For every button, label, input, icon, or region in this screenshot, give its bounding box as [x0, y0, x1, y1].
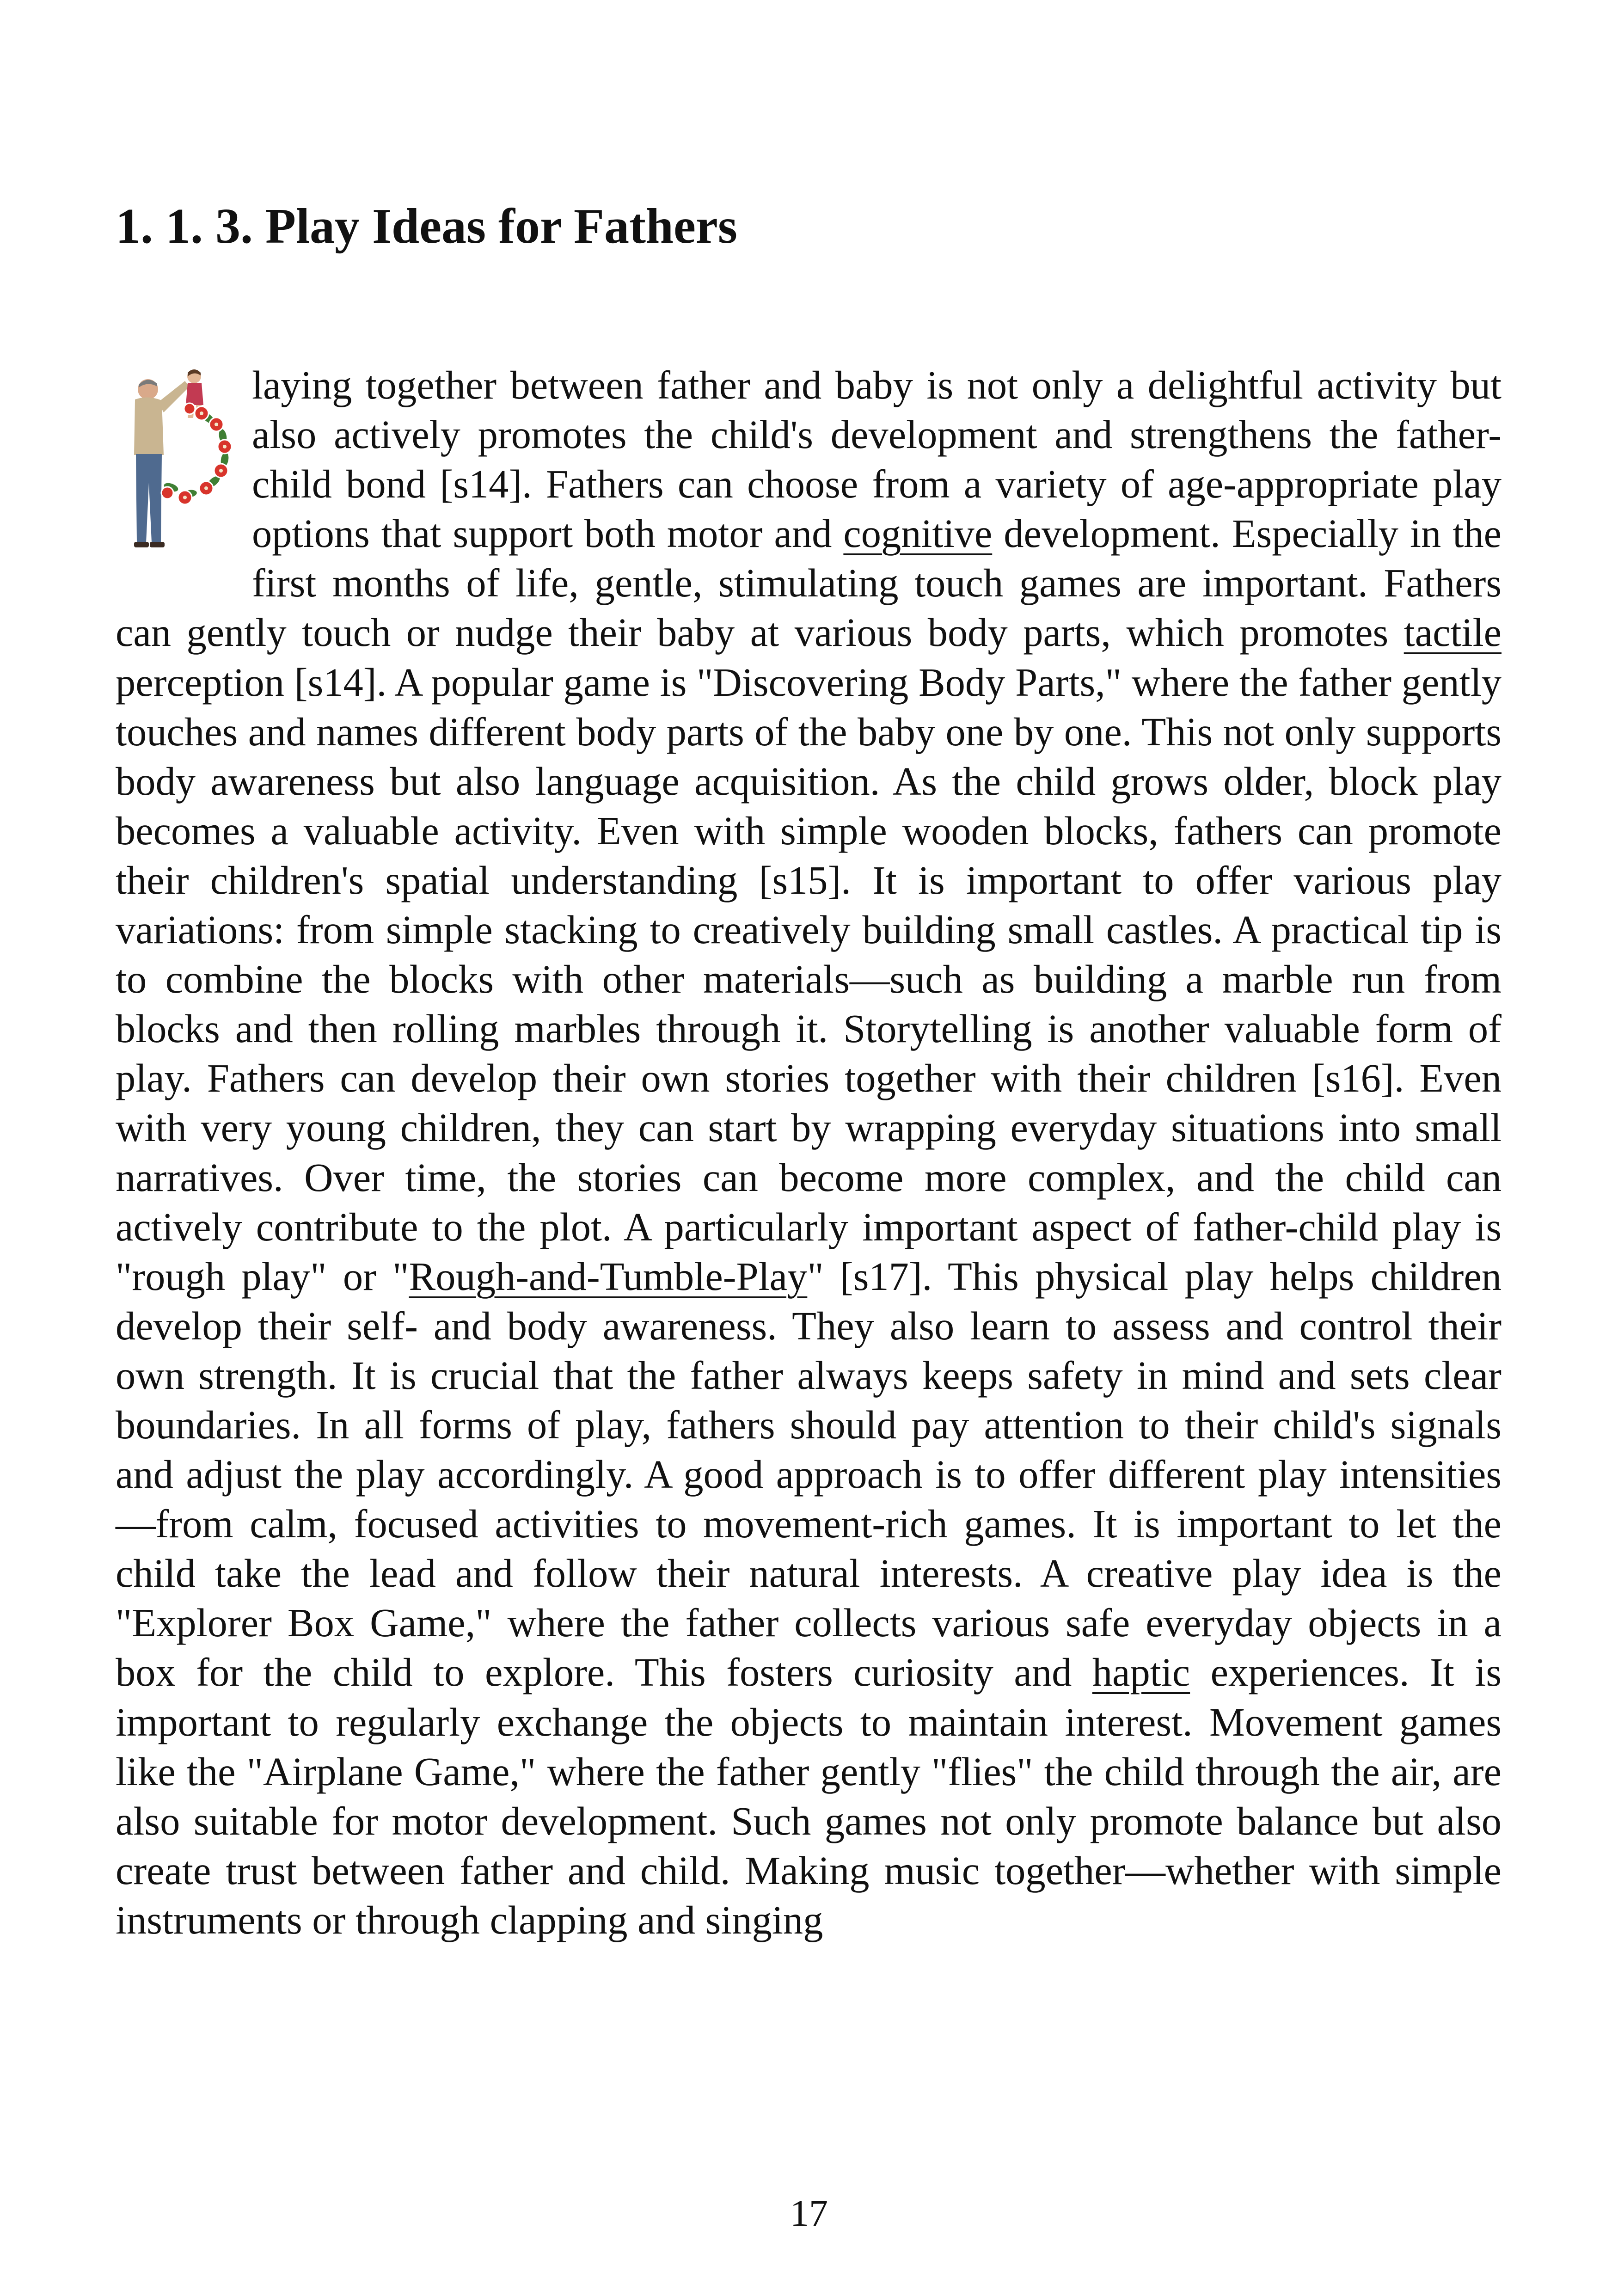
text-run: " [s17]. This physical play helps children develop their self- and body awareness. They also learn to assess and control their own strength. It is crucial that the father always keeps safety in mind and sets clear boundaries. In all forms of play, fathers should pay attention to their child's signals and adjust the play accordingly. A good approach is to offer different play intensities—from calm, focused activities to movement-rich games. It is important to let the child take the lead and follow their natural interests. A creative play idea is the "Explorer Box Game," where the father collects various safe everyday objects in a box for the child to explore. This fosters curiosity and	[116, 1254, 1502, 1695]
paragraph-text	[116, 363, 1502, 1942]
text-run: laying together between father and baby is not only a delightful activity but also actively promotes the child's development and strengthens the father-child bond [s14]. Fathers can choose from a variety of age-appropriate play options that support both motor and	[252, 363, 1502, 556]
text-run: development. Especially in the first months of life, gentle, stimulating touch games are important. Fathers can gently touch or nudge their baby at various body parts, which promotes	[116, 511, 1502, 655]
underlined-term: Rough-and-Tumble-Play	[409, 1254, 808, 1299]
underlined-term: cognitive	[843, 511, 993, 556]
underlined-term: tactile	[1403, 610, 1502, 655]
body-paragraph	[116, 361, 1502, 1945]
page-number: 17	[790, 2192, 828, 2234]
illustrated-dropcap-icon	[116, 362, 252, 560]
section-heading: 1. 1. 3. Play Ideas for Fathers	[116, 199, 737, 254]
underlined-term: haptic	[1092, 1650, 1190, 1695]
text-run: perception [s14]. A popular game is "Discovering Body Parts," where the father gently touches and names different body parts of the baby one by one. This not only supports body awareness but also language acquisition. As the child grows older, block play becomes a valuable activity. Even with simple wooden blocks, fathers can promote their children's spatial understanding [s15]. It is important to offer various play variations: from simple stacking to creatively building small castles. A practical tip is to combine the blocks with other materials—such as building a marble run from blocks and then rolling marbles through it. Storytelling is another valuable form of play. Fathers can develop their own stories together with their children [s16]. Even with very young children, they can start by wrapping everyday situations into small narratives. Over time, the stories can become more complex, and the child can actively contribute to the plot. A particularly important aspect of father-child play is "rough play" or "	[116, 660, 1502, 1299]
text-run: experiences. It is important to regularly exchange the objects to maintain interest. Movement games like the "Airplane Game," where the father gently "flies" the child through the air, are also suitable for motor development. Such games not only promote balance but also create trust between father and child. Making music together—whether with simple instruments or through clapping and singing	[116, 1650, 1502, 1942]
